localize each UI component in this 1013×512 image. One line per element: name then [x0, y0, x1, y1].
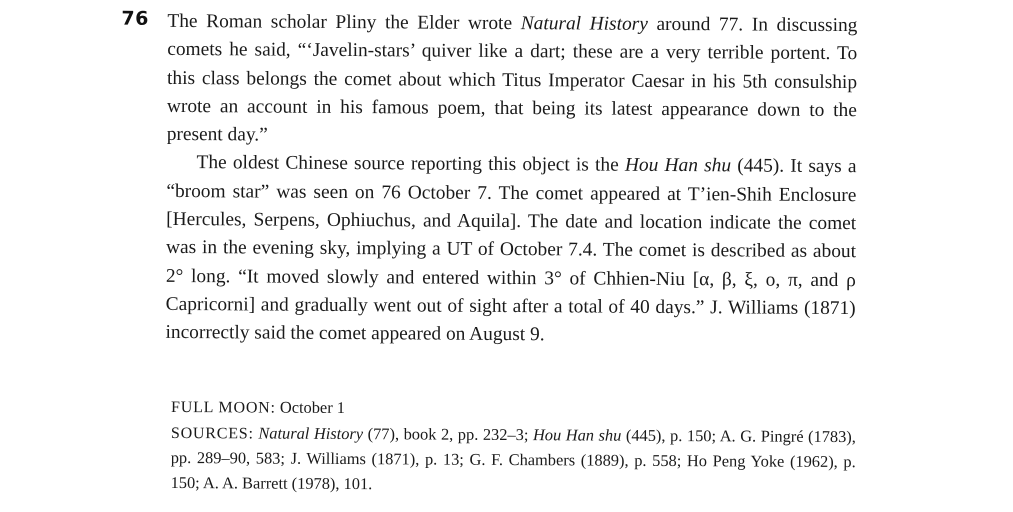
book-title-hou-han-shu: Hou Han shu	[624, 155, 732, 177]
entry-notes	[171, 395, 857, 499]
sources-text: (445), p. 150; A. G. Pingré (1783), pp. 289–90, 583; J. Williams (1871), p. 13; G. F. Chambers (1889), p. 558; Ho Peng Yoke (1962), p. 150; A. A. Barrett (1978), 101.	[170, 425, 856, 493]
full-moon-line	[171, 395, 856, 425]
sources-label: SOURCES:	[170, 424, 254, 442]
full-moon-value: October 1	[275, 397, 346, 418]
paragraph-text: (445). It says a “broom star” was seen on 76 October 7. The comet appeared at T’ien-Shih Enclosure [Hercules, Serpens, Ophiuchus, and Aquila]. The date and location indicate the comet was in the evening sky, implying a UT of October 7.4. The comet is described as about 2° long. “It moved slowly and entered within 3° of Chhien-Niu [α, β, ξ, o, π, and ρ Capricorni] and gradually went out of sight after a total of 40 days.” J. Williams (1871) incorrectly said the comet appeared on August 9.	[165, 155, 857, 346]
paragraph-text: around 77. In discussing comets he said, “‘Javelin-stars’ quiver like a dart; these are a very terrible portent. To this class belongs the comet about which Titus Imperator Caesar in his 5th consulship wrote an account in his famous poem, that being its latest appearance down to the present day.”	[166, 13, 858, 146]
paragraph-text: The oldest Chinese source reporting this object is the	[196, 152, 626, 177]
source-title-hou-han-shu: Hou Han shu	[532, 424, 622, 445]
sources-text: (77), book 2, pp. 232–3;	[363, 423, 534, 444]
book-title-natural-history: Natural History	[520, 13, 648, 35]
entry-body	[165, 8, 857, 352]
paragraph-pliny	[167, 8, 858, 154]
paragraph-chinese-source	[165, 149, 856, 351]
source-title-natural-history: Natural History	[258, 422, 364, 443]
entry-number: 76	[121, 7, 149, 30]
sources-line	[171, 420, 856, 499]
paragraph-text: The Roman scholar Pliny the Elder wrote	[167, 10, 521, 35]
full-moon-label: FULL MOON:	[171, 398, 276, 417]
